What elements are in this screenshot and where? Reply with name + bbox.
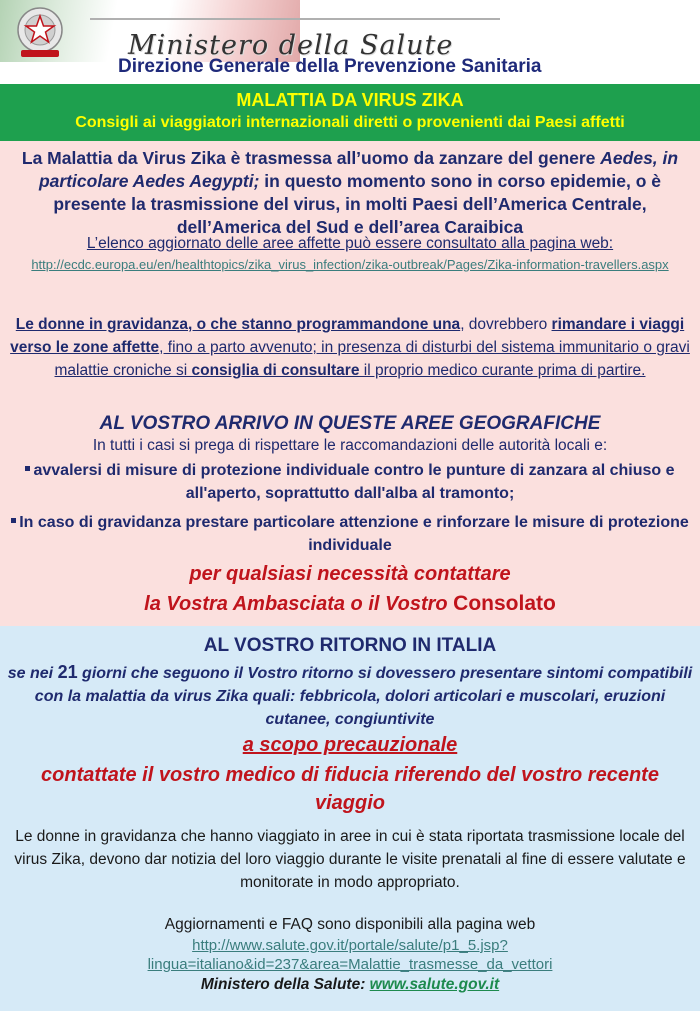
intro-paragraph: La Malattia da Virus Zika è trasmessa all’uomo da zanzare del genere Aedes, in particolare Aedes Aegypti; in questo momento sono in corso epidemie, o è presente la trasmissione del virus, in molti Paesi dell’America Centrale, dell’America del Sud e dell’area Caraibica <box>21 148 679 237</box>
contact-line-2: la Vostra Ambasciata o il Vostro Consolato <box>144 592 556 615</box>
ministry-website-link[interactable]: www.salute.gov.it <box>369 976 500 993</box>
faq-label: Aggiornamenti e FAQ sono disponibili alla pagina web <box>164 916 536 933</box>
header-divider <box>90 18 500 20</box>
directorate-title: Direzione Generale della Prevenzione Sanitaria <box>118 56 542 77</box>
return-heading: AL VOSTRO RITORNO IN ITALIA <box>203 635 497 656</box>
doctor-advice: contattate il vostro medico di fiducia riferendo del vostro recente viaggio <box>41 764 659 814</box>
republic-emblem-icon <box>12 4 68 60</box>
page-title: MALATTIA DA VIRUS ZIKA <box>236 90 464 110</box>
list-item: In caso di gravidanza prestare particolare attenzione e rinforzare le misure di protezione individuale <box>10 511 690 557</box>
faq-link[interactable]: http://www.salute.gov.it/portale/salute/p1_5.jsp?lingua=italiano&id=237&area=Malattie_trasmesse_da_vettori <box>147 937 553 973</box>
return-section <box>0 626 700 1011</box>
ministry-logo-text: Ministero della Salute <box>128 30 454 61</box>
symptoms-paragraph: se nei 21 giorni che seguono il Vostro ritorno si dovessero presentare sintomi compatibili con la malattia da virus Zika quali: febbricola, dolori articolari e muscolari, eruzioni cutanee, congiuntivite <box>7 662 693 728</box>
pregnant-travellers-paragraph: Le donne in gravidanza che hanno viaggiato in aree in cui è stata riportata trasmissione locale del virus Zika, devono dar notizia del loro viaggio durante le visite prenatali al fine di essere valutate e monitorate in modo appropriato. <box>14 828 686 891</box>
arrival-intro: In tutti i casi si prega di rispettare le raccomandazioni delle autorità locali e: <box>92 437 608 454</box>
footer: Ministero della Salute: www.salute.gov.it <box>200 976 500 993</box>
pregnancy-advice: Le donne in gravidanza, o che stanno programmandone una, dovrebbero rimandare i viaggi verso le zone affette, fino a parto avvenuto; in presenza di disturbi del sistema immunitario o gravi malattie croniche si consiglia di consultare il proprio medico curante prima di partire. <box>10 316 690 379</box>
precaution-heading: a scopo precauzionale <box>242 734 458 756</box>
arrival-heading: AL VOSTRO ARRIVO IN QUESTE AREE GEOGRAFICHE <box>99 413 601 434</box>
ecdc-link[interactable]: http://ecdc.europa.eu/en/healthtopics/zika_virus_infection/zika-outbreak/Pages/Zika-information-travellers.aspx <box>31 257 669 272</box>
page-subtitle: Consigli ai viaggiatori internazionali diretti o provenienti dai Paesi affetti <box>75 114 625 131</box>
header <box>0 0 700 84</box>
bullet-icon <box>11 518 16 523</box>
title-banner <box>0 84 700 141</box>
affected-areas-label: L’elenco aggiornato delle aree affette può essere consultato alla pagina web: <box>86 235 614 252</box>
contact-line-1: per qualsiasi necessità contattare <box>189 563 511 585</box>
list-item: avvalersi di misure di protezione individuale contro le punture di zanzara al chiuso e all'aperto, soprattutto dall'alba al tramonto; <box>10 459 690 505</box>
bullet-icon <box>25 466 30 471</box>
departure-section <box>0 141 700 626</box>
